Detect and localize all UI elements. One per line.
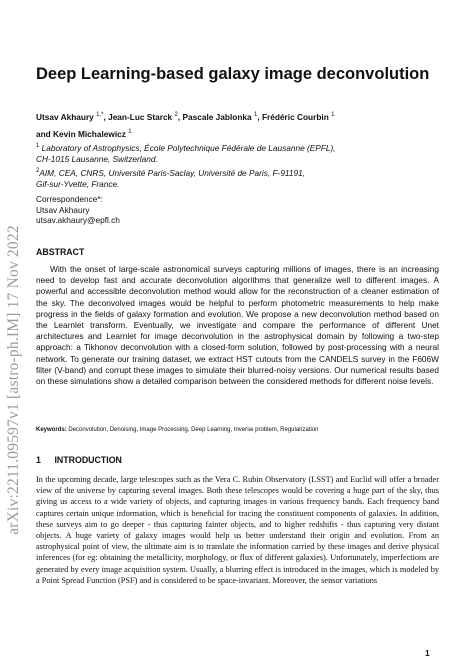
- author-affiliation-mark: 1: [128, 128, 132, 135]
- affiliation-mark: 2: [36, 168, 40, 174]
- arxiv-side-stamp: [3, 180, 25, 580]
- affiliation-line: Gif-sur-Yvette, France.: [36, 178, 120, 189]
- paper-title: Deep Learning-based galaxy image deconvolution: [36, 65, 430, 83]
- abstract-body: With the onset of large-scale astronomical surveys capturing millions of images, there is an increasing need to develop fast and accurate deconvolution algorithms that generalize well to different images. A powerful and accessible deconvolution method would allow for the reconstruction of a cleaner estimation of the sky. The deconvolved images would be helpful to perform photometric measurements to help make progress in the fields of galaxy formation and evolution. We propose a new deconvolution method based on the Learnlet transform. Eventually, we investigate and compare the performance of different Unet architectures and Learnlet for image deconvolution in the astrophysical domain by following a two-step approach: a Tikhonov deconvolution with a closed-form solution, followed by post-processing with a neural network. To generate our training dataset, we extract HST cutouts from the CANDELS survey in the F606W filter (V-band) and corrupt these images to simulate their blurred-noisy versions. Our numerical results based on these simulations show a detailed comparison between the considered methods for different noise levels.: [36, 264, 439, 387]
- affiliation-line: CH-1015 Lausanne, Switzerland.: [36, 153, 158, 164]
- author-name: Frédéric Courbin: [261, 111, 329, 122]
- author-affiliation-mark: 1,*: [96, 112, 104, 118]
- author-name: Utsav Akhaury: [36, 111, 94, 122]
- author-affiliation-mark: 1: [253, 112, 258, 118]
- keywords-line: [36, 426, 439, 434]
- affiliation-mark: 1: [36, 143, 40, 149]
- affiliation-line: AIM, CEA, CNRS, Université Paris-Saclay, Université de Paris, F-91191,: [39, 167, 306, 178]
- affiliation-2: [36, 166, 436, 190]
- correspondence-email[interactable]: utsav.akhaury@epfl.ch: [36, 215, 120, 225]
- author-separator: ,: [257, 111, 262, 122]
- author-separator: ,: [177, 111, 183, 122]
- abstract-heading: ABSTRACT: [36, 247, 85, 257]
- introduction-body: In the upcoming decade, large telescopes such as the Vera C. Rubin Observatory (LSST) and Euclid will offer a broader view of the universe by capturing several images. Both these telescopes would be covering a huge part of the sky, thus giving us access to a wide variety of objects, and capturing images in various frequency bands. Each frequency band captures certain unique information, which is beneficial for tracing the constituent components of galaxies. In addition, these surveys aim to go deeper - thus capturing fainter objects, and to higher redshifts - thus capturing very distant objects. A huge variety of galaxy images would help us better understand their origin and evolution. From an astrophysical point of view, the ultimate aim is to translate the information carried by these images and derive physical inferences (for eg: obtaining the metallicity, morphology, or flux of different galaxies). Unfortunately, imperfections are generated by every image acquisition system. Usually, a blurring effect is introduced in the images, which is modeled by a Point Spread Function (PSF) and is considered to be space-invariant. Moreover, the sensor variations: [36, 475, 439, 585]
- author-affiliation-mark: 1: [331, 112, 335, 118]
- arxiv-identifier: arXiv:2211.09597v1 [astro-ph.IM] 17 Nov 2022: [5, 225, 23, 535]
- section-number: 1: [36, 455, 41, 465]
- correspondence-label: Correspondence*:: [36, 194, 103, 204]
- author-affiliation-mark: 2: [174, 112, 178, 118]
- page-number: 1: [425, 648, 430, 658]
- author-separator: ,: [103, 111, 109, 122]
- author-name: and Kevin Michalewicz: [36, 128, 126, 139]
- affiliation-1: [36, 141, 436, 165]
- section-heading-introduction: [36, 455, 122, 465]
- affiliation-line: Laboratory of Astrophysics, École Polytechnique Fédérale de Lausanne (EPFL),: [41, 142, 336, 153]
- keywords-text: Deconvolution, Denoising, Image Processing, Deep Learning, Inverse problem, Regularization: [68, 427, 319, 433]
- keywords-label: Keywords:: [36, 427, 67, 433]
- author-name: Jean-Luc Starck: [108, 111, 173, 122]
- author-name: Pascale Jablonka: [182, 111, 252, 122]
- section-title: INTRODUCTION: [54, 455, 122, 465]
- correspondence-block: [36, 194, 336, 226]
- author-list: [36, 108, 436, 142]
- correspondence-name: Utsav Akhaury: [36, 204, 90, 215]
